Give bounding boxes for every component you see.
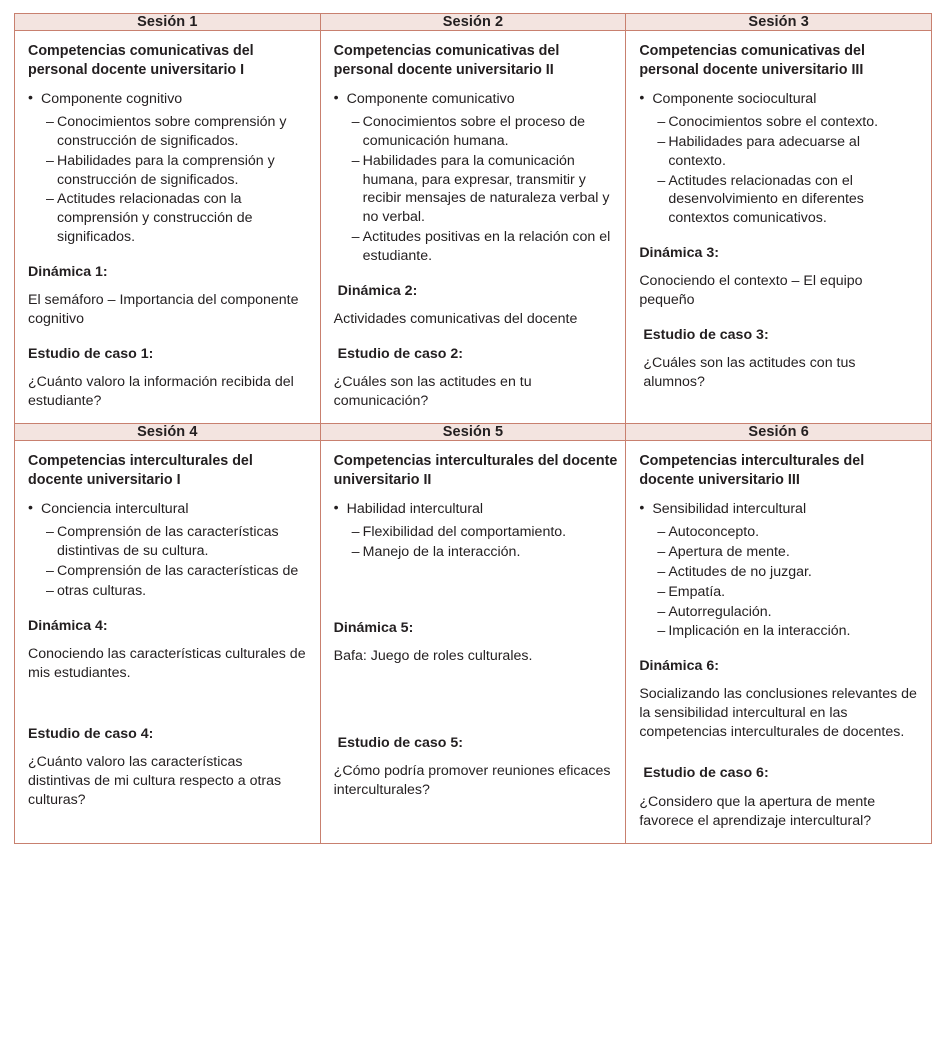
column-header-sesion-3: Sesión 3 (626, 14, 932, 31)
caso-label: Estudio de caso 5: (337, 734, 464, 751)
list-item: – Empatía. (657, 583, 920, 602)
caso-label: Estudio de caso 2: (337, 345, 464, 362)
table-header-row-1 (15, 14, 932, 31)
table-row (15, 441, 932, 843)
session-plan-table (14, 13, 932, 844)
session-dash-list (334, 113, 618, 266)
dinamica-label: Dinámica 4: (28, 617, 108, 634)
session-cell-6 (626, 441, 932, 843)
dinamica-label: Dinámica 2: (337, 282, 418, 299)
session-bullet: • Sensibilidad intercultural (639, 500, 920, 519)
dinamica-text: Conociendo el contexto – El equipo pequeño (639, 273, 863, 309)
caso-text: ¿Cuáles son las actitudes en tu comunicación? (333, 373, 532, 410)
caso-label: Estudio de caso 4: (28, 725, 154, 742)
session-cell-4 (15, 441, 321, 843)
session-dash-list (639, 113, 920, 228)
list-item: – Actitudes relacionadas con el desenvolvimiento en diferentes contextos comunicativos. (657, 172, 920, 229)
list-item: – Actitudes relacionadas con la comprensión y construcción de significados. (46, 190, 309, 247)
session-title: Competencias interculturales del docente universitario III (639, 453, 865, 488)
caso-text: ¿Considero que la apertura de mente favorece el aprendizaje intercultural? (639, 793, 876, 829)
session-title: Competencias comunicativas del personal docente universitario I (28, 43, 254, 78)
session-dash-list (639, 523, 920, 641)
list-item: – Apertura de mente. (657, 543, 920, 562)
session-bullet: • Componente comunicativo (334, 90, 618, 109)
list-item: – Manejo de la interacción. (352, 543, 618, 562)
column-header-sesion-2: Sesión 2 (320, 14, 626, 31)
session-dash-list (334, 523, 618, 562)
dinamica-label: Dinámica 1: (28, 264, 108, 281)
list-item: – Habilidades para la comprensión y construcción de significados. (46, 152, 309, 190)
dinamica-text: El semáforo – Importancia del componente cognitivo (28, 292, 299, 328)
list-item: – Actitudes de no juzgar. (657, 563, 920, 582)
list-item: – Actitudes positivas en la relación con el estudiante. (352, 228, 618, 266)
list-item: – Autorregulación. (657, 603, 920, 622)
session-title: Competencias comunicativas del personal docente universitario III (639, 43, 865, 78)
session-cell-3 (626, 31, 932, 424)
session-title: Competencias interculturales del docente universitario II (333, 453, 618, 488)
spacer (334, 692, 618, 718)
list-item: – Implicación en la interacción. (657, 622, 920, 641)
dinamica-text: Conociendo las características culturales de mis estudiantes. (28, 645, 306, 681)
dinamica-text: Socializando las conclusiones relevantes de la sensibilidad intercultural en las competencias interculturales de docentes. (639, 686, 917, 741)
dinamica-label: Dinámica 6: (639, 658, 719, 675)
column-header-sesion-1: Sesión 1 (15, 14, 321, 31)
session-bullet: • Habilidad intercultural (334, 500, 618, 519)
list-item: – Habilidades para la comunicación humana, para expresar, transmitir y recibir mensajes de naturaleza verbal y no verbal. (352, 152, 618, 228)
session-dash-list (28, 113, 309, 247)
spacer (28, 683, 309, 709)
list-item: – Comprensión de las características distintivas de su cultura. (46, 523, 309, 561)
session-cell-2 (320, 31, 626, 424)
session-bullet: • Conciencia intercultural (28, 500, 309, 519)
session-cell-1 (15, 31, 321, 424)
list-item: – Conocimientos sobre el proceso de comunicación humana. (352, 113, 618, 151)
spacer (334, 666, 618, 692)
caso-label: Estudio de caso 3: (643, 327, 769, 344)
dinamica-text: Actividades comunicativas del docente (333, 310, 578, 327)
column-header-sesion-4: Sesión 4 (15, 424, 321, 441)
dinamica-label: Dinámica 5: (333, 619, 414, 636)
spacer (334, 563, 618, 589)
spacer (334, 589, 618, 603)
caso-text: ¿Cuánto valoro las características distintivas de mi cultura respecto a otras culturas? (28, 753, 282, 808)
table-header-row-2 (15, 424, 932, 441)
list-item: – Comprensión de las características de (46, 562, 309, 581)
list-item: – Autoconcepto. (657, 523, 920, 542)
table-row (15, 31, 932, 424)
session-dash-list (28, 523, 309, 601)
list-item: – otras culturas. (46, 582, 309, 601)
caso-text: ¿Cómo podría promover reuniones eficaces interculturales? (333, 762, 611, 798)
list-item: – Conocimientos sobre el contexto. (657, 113, 920, 132)
session-title: Competencias interculturales del docente universitario I (28, 453, 253, 488)
list-item: – Conocimientos sobre comprensión y construcción de significados. (46, 113, 309, 151)
session-bullet: • Componente cognitivo (28, 90, 309, 109)
list-item: – Flexibilidad del comportamiento. (352, 523, 618, 542)
column-header-sesion-6: Sesión 6 (626, 424, 932, 441)
caso-label: Estudio de caso 6: (643, 765, 769, 782)
caso-text: ¿Cuáles son las actitudes con tus alumnos? (643, 355, 856, 391)
dinamica-label: Dinámica 3: (639, 245, 719, 262)
caso-text: ¿Cuánto valoro la información recibida del estudiante? (28, 374, 294, 410)
column-header-sesion-5: Sesión 5 (320, 424, 626, 441)
caso-label: Estudio de caso 1: (28, 346, 154, 363)
session-title: Competencias comunicativas del personal docente universitario II (333, 43, 560, 78)
session-bullet: • Componente sociocultural (639, 90, 920, 109)
session-cell-5 (320, 441, 626, 843)
list-item: – Habilidades para adecuarse al contexto. (657, 133, 920, 171)
dinamica-text: Bafa: Juego de roles culturales. (333, 647, 533, 664)
spacer (639, 742, 920, 748)
